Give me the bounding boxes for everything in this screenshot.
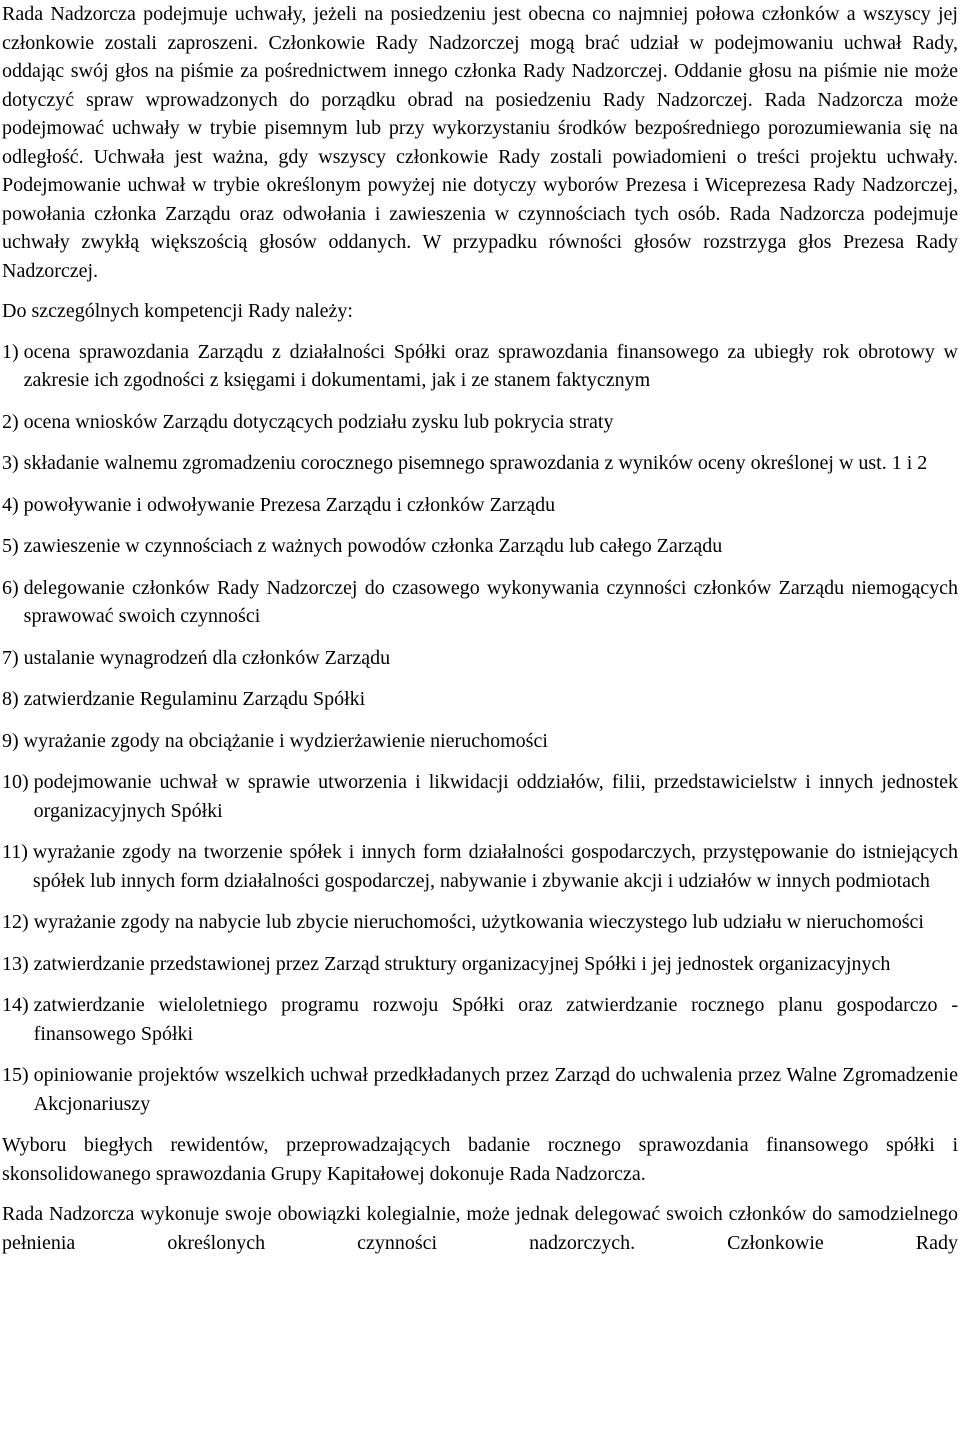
competence-number: 1) xyxy=(2,340,24,363)
competence-number: 5) xyxy=(2,535,24,557)
auditors-paragraph: Wyboru biegłych rewidentów, przeprowadzających badanie rocznego sprawozdania finansowego spółki i skonsolidowanego sprawozdania Grupy Kapitałowej dokonuje Rada Nadzorcza. xyxy=(2,1134,958,1185)
competence-text: wyrażanie zgody na obciążanie i wydzierżawienie nieruchomości xyxy=(23,729,548,752)
competence-item xyxy=(2,838,958,895)
competence-item xyxy=(2,644,958,673)
competence-text: powoływanie i odwoływanie Prezesa Zarządu i członków Zarządu xyxy=(23,493,556,516)
competence-text: delegowanie członków Rady Nadzorczej do czasowego wykonywania czynności członków Zarządu niemogących sprawować swoich czynności xyxy=(23,576,958,627)
competence-item xyxy=(2,338,958,395)
competence-number: 10) xyxy=(2,771,34,793)
competence-item xyxy=(2,408,958,437)
competence-item xyxy=(2,574,958,631)
competence-item xyxy=(2,950,958,979)
competence-text: ocena wniosków Zarządu dotyczących podziału zysku lub pokrycia straty xyxy=(23,410,614,433)
competence-text: zawieszenie w czynnościach z ważnych powodów członka Zarządu lub całego Zarządu xyxy=(23,535,723,557)
competence-text: opiniowanie projektów wszelkich uchwał przedkładanych przez Zarząd do uchwalenia przez Walne Zgromadzenie Akcjonariuszy xyxy=(33,1064,958,1115)
competence-item xyxy=(2,1061,958,1118)
competence-text: podejmowanie uchwał w sprawie utworzenia i likwidacji oddziałów, filii, przedstawicielstw i innych jednostek organizacyjnych Spółki xyxy=(33,771,958,822)
competence-number: 15) xyxy=(2,1064,34,1086)
competence-item xyxy=(2,491,958,520)
competence-text: wyrażanie zgody na nabycie lub zbycie nieruchomości, użytkowania wieczystego lub udziału w nieruchomości xyxy=(33,911,924,933)
competence-number: 3) xyxy=(2,452,24,474)
competence-number: 6) xyxy=(2,576,24,599)
competence-item xyxy=(2,685,958,714)
competence-number: 12) xyxy=(2,911,34,933)
competence-text: zatwierdzanie przedstawionej przez Zarząd struktury organizacyjnej Spółki i jej jednostek organizacyjnych xyxy=(33,952,891,975)
competence-number: 4) xyxy=(2,493,24,516)
intro-paragraph: Rada Nadzorcza podejmuje uchwały, jeżeli na posiedzeniu jest obecna co najmniej połowa członków a wszyscy jej członkowie zostali zaproszeni. Członkowie Rady Nadzorczej mogą brać udział w podejmowaniu uchwał Rady, oddając swój głos na piśmie za pośrednictwem innego członka Rady Nadzorczej. Oddanie głosu na piśmie nie może dotyczyć spraw wprowadzonych do porządku obrad na posiedzeniu Rady Nadzorczej. Rada Nadzorcza może podejmować uchwały w trybie pisemnym lub przy wykorzystaniu środków bezpośredniego porozumiewania się na odległość. Uchwała jest ważna, gdy wszyscy członkowie Rady zostali powiadomieni o treści projektu uchwały. Podejmowanie uchwał w trybie określonym powyżej nie dotyczy wyborów Prezesa i Wiceprezesa Rady Nadzorczej, powołania członka Zarządu oraz odwołania i zawieszenia w czynnościach tych osób. Rada Nadzorcza podejmuje uchwały zwykłą większością głosów oddanych. W przypadku równości głosów rozstrzyga głos Prezesa Rady Nadzorczej. xyxy=(2,3,958,282)
competence-item xyxy=(2,727,958,756)
competence-item xyxy=(2,768,958,825)
competence-number: 2) xyxy=(2,410,24,433)
competence-text: zatwierdzanie wieloletniego programu rozwoju Spółki oraz zatwierdzanie rocznego planu gospodarczo - finansowego Spółki xyxy=(33,994,958,1045)
competence-item xyxy=(2,532,958,561)
competence-number: 13) xyxy=(2,952,34,975)
competence-text: wyrażanie zgody na tworzenie spółek i innych form działalności gospodarczych, przystępowanie do istniejących spółek lub innych form działalności gospodarczej, nabywanie i zbywanie akcji i udziałów w innych podmiotach xyxy=(32,841,958,892)
competence-number: 8) xyxy=(2,688,24,710)
competence-text: zatwierdzanie Regulaminu Zarządu Spółki xyxy=(23,688,366,710)
competences-list xyxy=(2,338,958,1119)
competence-text: ocena sprawozdania Zarządu z działalności Spółki oraz sprawozdania finansowego za ubiegły rok obrotowy w zakresie ich zgodności z księgami i dokumentami, jak i ze stanem faktycznym xyxy=(23,340,958,391)
competence-text: składanie walnemu zgromadzeniu corocznego pisemnego sprawozdania z wyników oceny określonej w ust. 1 i 2 xyxy=(23,452,928,474)
competence-item xyxy=(2,991,958,1048)
competence-number: 7) xyxy=(2,646,24,669)
competences-heading: Do szczególnych kompetencji Rady należy: xyxy=(2,300,353,322)
competence-number: 9) xyxy=(2,729,24,752)
competence-number: 11) xyxy=(2,841,33,863)
competence-item xyxy=(2,908,958,937)
competence-item xyxy=(2,449,958,478)
closing-paragraph: Rada Nadzorcza wykonuje swoje obowiązki kolegialnie, może jednak delegować swoich członków do samodzielnego pełnienia określonych czynności nadzorczych. Członkowie Rady xyxy=(2,1203,958,1254)
competence-number: 14) xyxy=(2,994,34,1016)
competence-text: ustalanie wynagrodzeń dla członków Zarządu xyxy=(23,646,391,669)
